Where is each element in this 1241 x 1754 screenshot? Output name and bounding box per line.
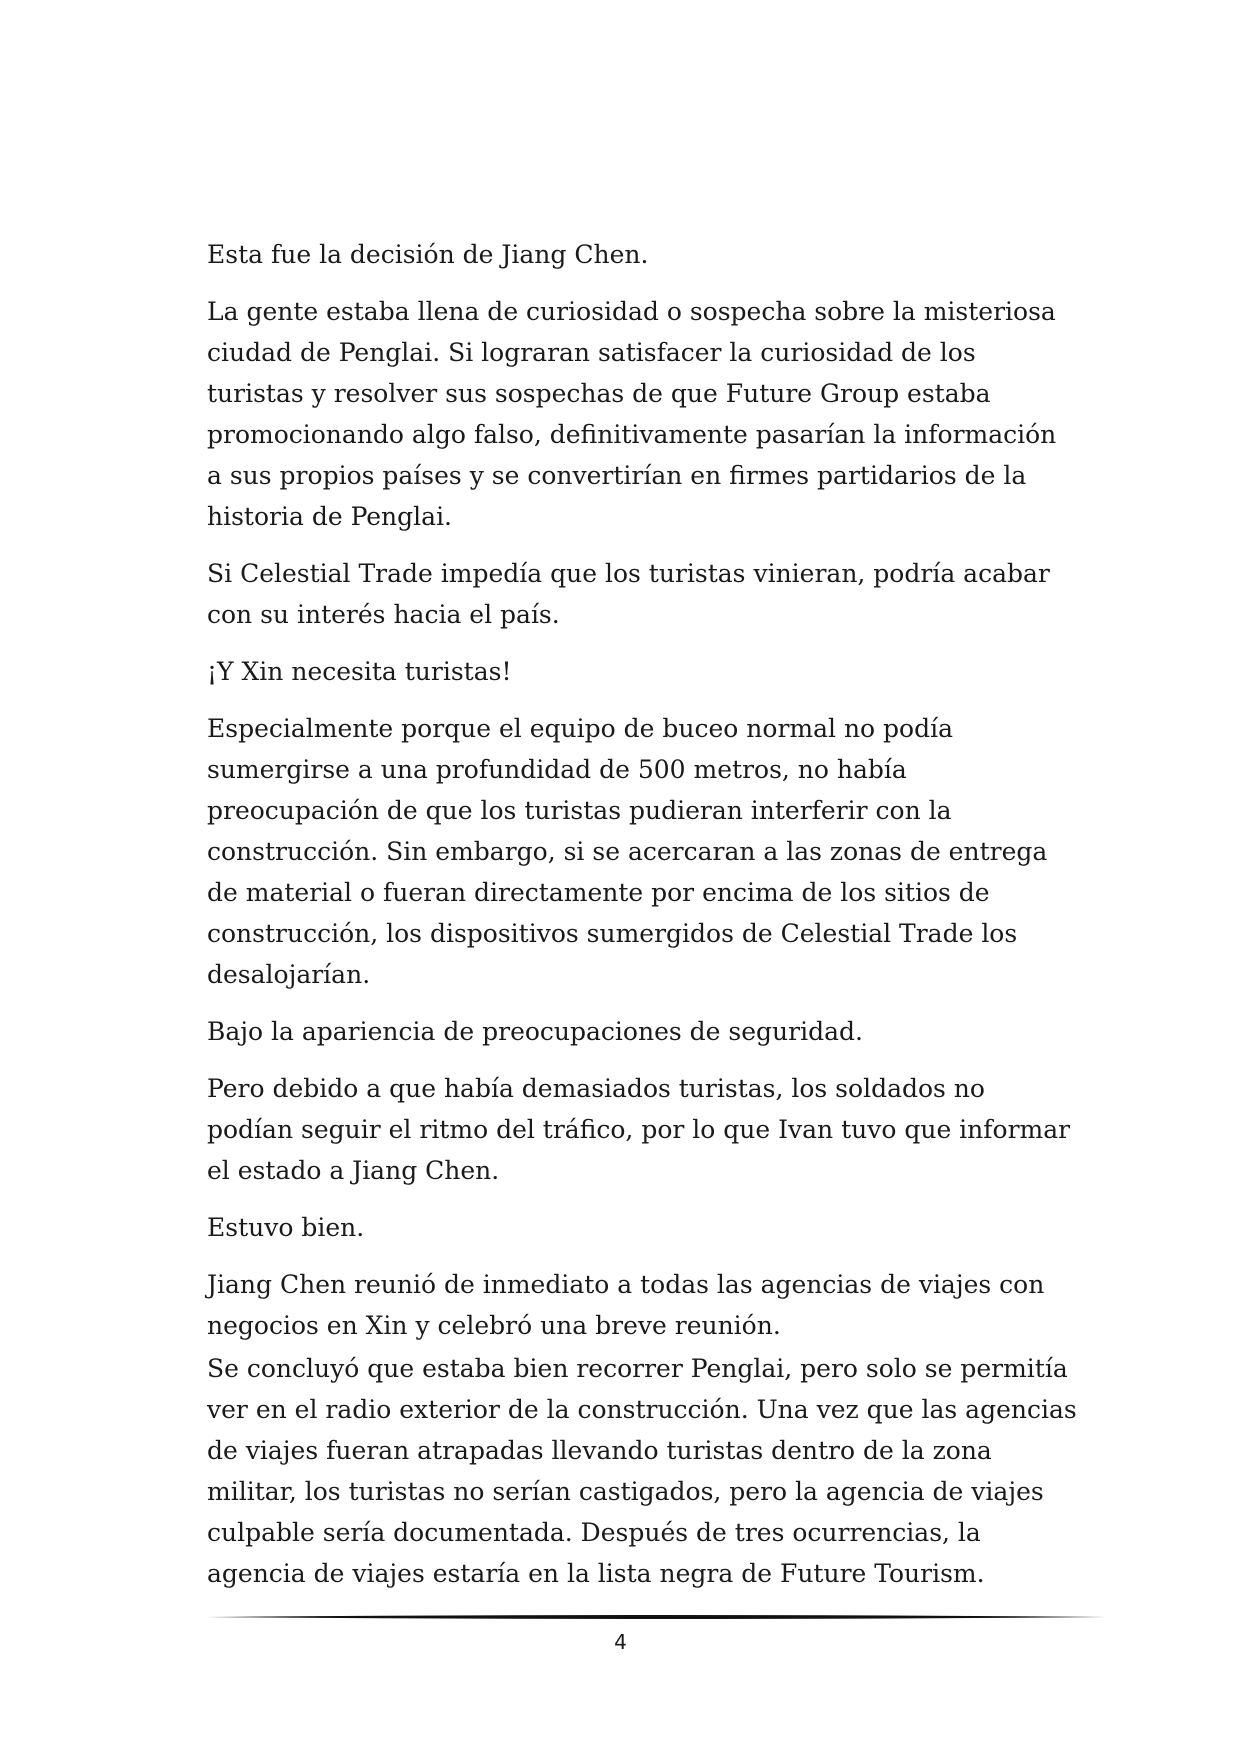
paragraph: La gente estaba llena de curiosidad o sospecha sobre la misteriosa ciudad de Penglai. Si lograran satisfacer la curiosidad de los turistas y resolver sus sospechas de que Future Group estaba promocionando algo falso, definitivamente pasarían la información a sus propios países y se convertirían en firmes partidarios de la historia de Penglai. [207, 297, 1057, 531]
body-text-bottom [207, 1348, 1077, 1610]
paragraph: ¡Y Xin necesita turistas! [207, 657, 512, 686]
paragraph: Se concluyó que estaba bien recorrer Penglai, pero solo se permitía ver en el radio exterior de la construcción. Una vez que las agencias de viajes fueran atrapadas llevando turistas dentro de la zona militar, los turistas no serían castigados, pero la agencia de viajes culpable sería documentada. Después de tres ocurrencias, la agencia de viajes estaría en la lista negra de Future Tourism. [207, 1354, 1077, 1588]
paragraph: Estuvo bien. [207, 1213, 365, 1242]
paragraph: Bajo la apariencia de preocupaciones de seguridad. [207, 1017, 863, 1046]
paragraph: Si Celestial Trade impedía que los turistas vinieran, podría acabar con su interés hacia el país. [207, 559, 1050, 629]
paragraph: Pero debido a que había demasiados turistas, los soldados no podían seguir el ritmo del tráfico, por lo que Ivan tuvo que informar el estado a Jiang Chen. [207, 1074, 1071, 1185]
body-text-top [207, 234, 1077, 1362]
page-number: 4 [614, 1630, 627, 1654]
paragraph: Especialmente porque el equipo de buceo normal no podía sumergirse a una profundidad de 500 metros, no había preocupación de que los turistas pudieran interferir con la construcción. Sin embargo, si se acercaran a las zonas de entrega de material o fueran directamente por encima de los sitios de construcción, los dispositivos sumergidos de Celestial Trade los desalojarían. [207, 714, 1048, 989]
footer-divider [207, 1612, 1107, 1622]
paragraph: Esta fue la decisión de Jiang Chen. [207, 240, 649, 269]
paragraph: Jiang Chen reunió de inmediato a todas las agencias de viajes con negocios en Xin y celebró una breve reunión. [207, 1270, 1045, 1340]
